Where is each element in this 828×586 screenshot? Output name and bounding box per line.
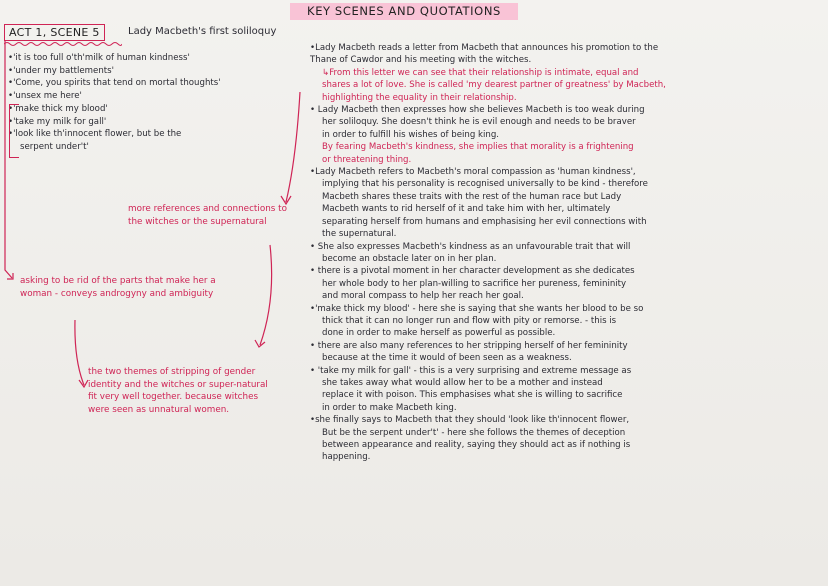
analysis-line: • Lady Macbeth then expresses how she believes Macbeth is too weak during xyxy=(310,105,645,116)
analysis-line: •Lady Macbeth refers to Macbeth's moral compassion as 'human kindness', xyxy=(310,167,636,178)
page-title: KEY SCENES AND QUOTATIONS xyxy=(290,3,518,20)
analysis-line: • there are also many references to her stripping herself of her femininity xyxy=(310,340,628,351)
scene-subtitle: Lady Macbeth's first soliloquy xyxy=(128,26,277,37)
analysis-line: separating herself from humans and emphasising her evil connections with xyxy=(322,216,647,227)
analysis-column xyxy=(310,42,815,464)
analysis-line: •'make thick my blood' - here she is saying that she wants her blood to be so xyxy=(310,303,644,314)
quote-item: •'make thick my blood' xyxy=(8,103,108,114)
quote-item: •'Come, you spirits that tend on mortal thoughts' xyxy=(8,78,221,89)
analysis-line: her whole body to her plan-willing to sacrifice her pureness, femininity xyxy=(322,278,627,289)
wavy-underline xyxy=(4,41,122,47)
quote-item: serpent under't' xyxy=(20,141,89,152)
analysis-line: because at the time it would of been seen as a weakness. xyxy=(322,353,572,364)
analysis-line: done in order to make herself as powerful as possible. xyxy=(322,328,556,339)
quote-item: •'under my battlements' xyxy=(8,65,114,76)
analysis-line: or threatening thing. xyxy=(322,154,412,165)
quote-item: •'take my milk for gall' xyxy=(8,116,107,127)
quote-item: •'it is too full o'th'milk of human kindness' xyxy=(8,53,190,63)
analysis-line: become an obstacle later on in her plan. xyxy=(322,253,497,264)
analysis-line: her soliloquy. She doesn't think he is evil enough and needs to be braver xyxy=(322,117,636,128)
analysis-line: the supernatural. xyxy=(322,229,397,240)
analysis-line: shares a lot of love. She is called 'my dearest partner of greatness' by Macbeth, xyxy=(322,80,666,91)
analysis-line: • there is a pivotal moment in her character development as she dedicates xyxy=(310,266,635,277)
analysis-line: • 'take my milk for gall' - this is a very surprising and extreme message as xyxy=(310,365,632,376)
analysis-line: Thane of Cawdor and his meeting with the witches. xyxy=(310,55,532,66)
quote-item: •'unsex me here' xyxy=(8,91,82,102)
analysis-line: implying that his personality is recognised universally to be kind - therefore xyxy=(322,179,648,190)
analysis-line: Macbeth wants to rid herself of it and take him with her, ultimately xyxy=(322,204,611,215)
quote-item: •'look like th'innocent flower, but be the xyxy=(8,129,182,140)
analysis-line: she takes away what would allow her to be a mother and instead xyxy=(322,377,603,388)
analysis-line: But be the serpent under't' - here she follows the themes of deception xyxy=(322,427,626,438)
analysis-line: and moral compass to help her reach her goal. xyxy=(322,291,524,302)
quote-list xyxy=(8,52,308,154)
note-themes: the two themes of stripping of gender identity and the witches or super-natural fit very well together. because witches were seen as unnatural women. xyxy=(88,367,268,415)
analysis-line: replace it with poison. This emphasises what she is willing to sacrifice xyxy=(322,390,623,401)
note-androgyny: asking to be rid of the parts that make her a woman - conveys androgyny and ambiguity xyxy=(20,276,216,299)
analysis-line: ↳From this letter we can see that their relationship is intimate, equal and xyxy=(322,67,639,78)
analysis-line: in order to make Macbeth king. xyxy=(322,402,457,413)
analysis-line: highlighting the equality in their relationship. xyxy=(322,92,517,103)
analysis-line: By fearing Macbeth's kindness, she implies that morality is a frightening xyxy=(322,142,634,153)
quote-bracket xyxy=(9,104,19,158)
analysis-line: •Lady Macbeth reads a letter from Macbeth that announces his promotion to the xyxy=(310,43,659,53)
analysis-line: happening. xyxy=(322,452,371,463)
analysis-line: Macbeth shares these traits with the rest of the human race but Lady xyxy=(322,191,622,202)
analysis-line: between appearance and reality, saying they should act as if nothing is xyxy=(322,440,631,450)
analysis-line: thick that it can no longer run and flow with pity or remorse. - this is xyxy=(322,315,617,326)
analysis-line: in order to fulfill his wishes of being king. xyxy=(322,129,500,140)
note-references: more references and connections to the witches or the supernatural xyxy=(128,204,287,227)
scene-label: ACT 1, SCENE 5 xyxy=(4,24,105,41)
analysis-line: •she finally says to Macbeth that they should 'look like th'innocent flower, xyxy=(310,415,630,426)
analysis-line: • She also expresses Macbeth's kindness as an unfavourable trait that will xyxy=(310,241,631,252)
